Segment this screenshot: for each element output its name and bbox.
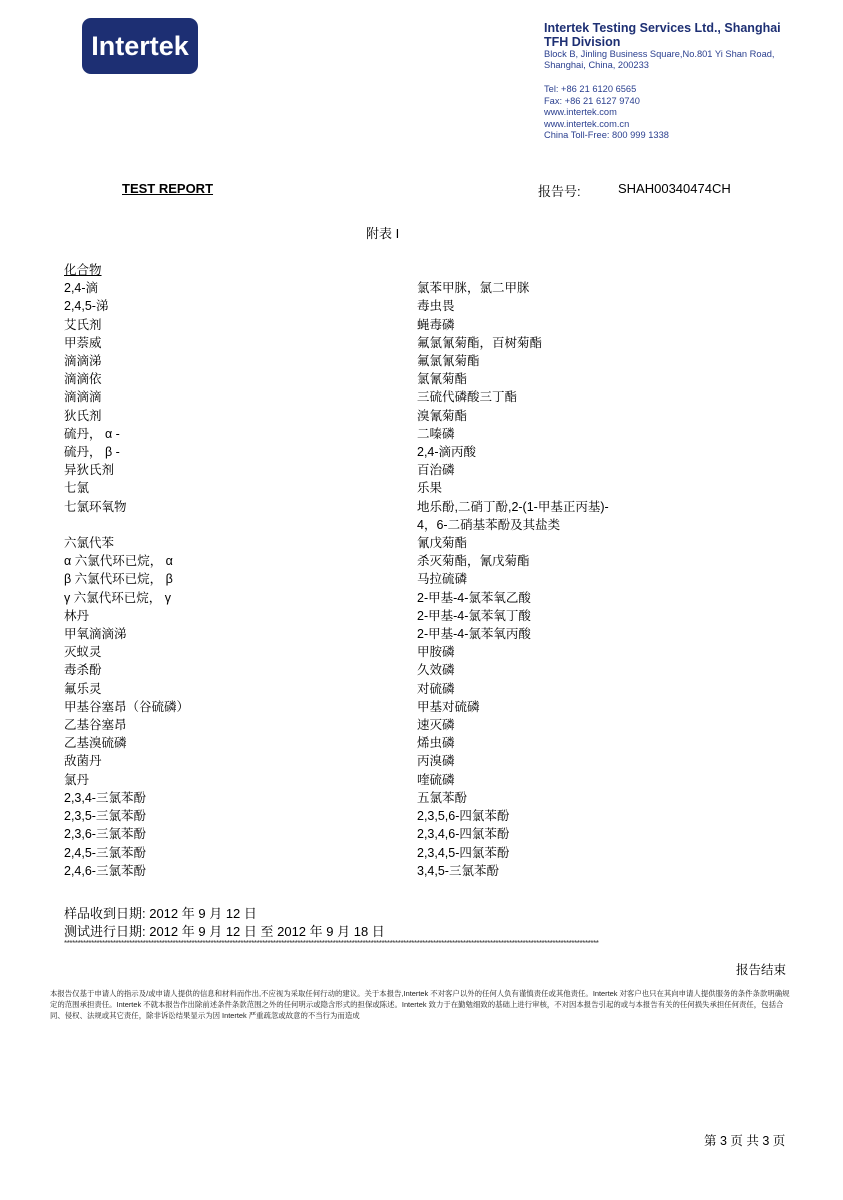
- compound-item: 滴滴涕: [64, 354, 102, 369]
- compound-item: 蝇毒磷: [417, 317, 455, 332]
- compound-item: α 六氯代环已烷， α: [64, 554, 173, 569]
- compound-item: 2,4,5-涕: [64, 299, 109, 314]
- company-division: TFH Division: [544, 35, 621, 49]
- dates-block: [64, 905, 385, 941]
- compound-item: 甲萘威: [64, 335, 102, 350]
- compound-item: 二嗪磷: [417, 426, 455, 441]
- appendix-title: 附表 I: [366, 226, 400, 241]
- compound-item: 林丹: [64, 608, 90, 623]
- compound-item: 甲基对硫磷: [417, 699, 480, 714]
- compound-item: 七氯环氧物: [64, 499, 127, 514]
- compound-item: 地乐酚,二硝丁酚,2-(1-甲基正丙基)-: [417, 499, 609, 514]
- compound-item: 烯虫磷: [417, 736, 455, 751]
- website-2[interactable]: www.intertek.com.cn: [544, 118, 630, 129]
- compound-item: 2,3,4,6-四氯苯酚: [417, 827, 510, 842]
- compound-item: 乙基谷塞昂: [64, 718, 127, 733]
- end-of-report: 报告结束: [736, 963, 787, 977]
- page-number: 第 3 页 共 3 页: [704, 1134, 786, 1148]
- website-1[interactable]: www.intertek.com: [544, 107, 617, 118]
- compound-item: 氟氯氰菊酯，百树菊酯: [417, 335, 543, 350]
- intertek-logo: Intertek: [82, 18, 198, 74]
- compound-item: 2,3,4,5-四氯苯酚: [417, 845, 510, 860]
- compound-item: 异狄氏剂: [64, 463, 115, 478]
- company-info: [544, 21, 834, 142]
- compound-item: 氯丹: [64, 772, 90, 787]
- compound-item: 氟氯氰菊酯: [417, 354, 480, 369]
- fax: Fax: +86 21 6127 9740: [544, 95, 640, 106]
- compound-item: 喹硫磷: [417, 772, 455, 787]
- compound-header: 化合物: [64, 263, 102, 277]
- compound-item: 2-甲基-4-氯苯氧丙酸: [417, 627, 531, 642]
- separator-line: *****************************************************************************************************************************************************************************************************: [64, 939, 599, 948]
- compound-item: 2-甲基-4-氯苯氧丁酸: [417, 608, 531, 623]
- compound-item: 甲基谷塞昂（谷硫磷）: [64, 699, 190, 714]
- compound-item: 灭蚁灵: [64, 645, 102, 660]
- compound-item: 硫丹， α -: [64, 426, 120, 441]
- report-number-label: 报告号:: [538, 184, 581, 199]
- compound-item: 对硫磷: [417, 681, 455, 696]
- compound-item: 五氯苯酚: [417, 790, 468, 805]
- compound-item: 2,4,5-三氯苯酚: [64, 845, 146, 860]
- toll-free: China Toll-Free: 800 999 1338: [544, 130, 669, 141]
- compound-item: 硫丹， β -: [64, 445, 120, 460]
- compound-item: 2-甲基-4-氯苯氧乙酸: [417, 590, 531, 605]
- compound-item: 滴滴滴: [64, 390, 102, 405]
- report-title: TEST REPORT: [122, 181, 214, 196]
- address-line-1: Block B, Jinling Business Square,No.801 Yi Shan Road,: [544, 49, 775, 59]
- compound-item: 速灭磷: [417, 718, 455, 733]
- company-name: Intertek Testing Services Ltd., Shanghai: [544, 21, 781, 35]
- compound-item: 久效磷: [417, 663, 455, 678]
- compound-item: 3,4,5-三氯苯酚: [417, 863, 499, 878]
- testing-period: 测试进行日期: 2012 年 9 月 12 日 至 2012 年 9 月 18 日: [64, 924, 385, 939]
- compound-item: 三硫代磷酸三丁酯: [417, 390, 518, 405]
- compound-item: 2,4-滴: [64, 281, 99, 296]
- tel: Tel: +86 21 6120 6565: [544, 84, 637, 94]
- disclaimer: 本报告仅基于申请人的指示及/或申请人提供的信息和材料而作出,不应视为采取任何行动的建议。关于本报告,Intertek 不对客户以外的任何人负有谨慎责任或其他责任。Intertek 对客户也只在其向申请人提供服务的条件条款明确规定的范围承担责任。Intertek 不就本报告作出除前述条件条款范围之外的任何明示或隐含形式的担保或陈述。Intertek 致力于在勤勉细致的基础上进行审核，不对因本报告引起的或与本报告有关的任何损失承担任何责任，包括合同、侵权、法规或其它责任，除非诉讼结果显示为因 Intertek 严重疏忽或故意的不当行为而造成: [50, 989, 790, 1020]
- compound-item: 马拉硫磷: [417, 572, 468, 587]
- compound-list-right: [417, 261, 807, 880]
- compound-item: 氰戊菊酯: [417, 536, 468, 551]
- compound-item: 2,3,4-三氯苯酚: [64, 790, 146, 805]
- compound-item: 4，6-二硝基苯酚及其盐类: [417, 517, 561, 532]
- compound-item: 丙溴磷: [417, 754, 455, 769]
- compound-item: 七氯: [64, 481, 90, 496]
- compound-item: 滴滴依: [64, 372, 102, 387]
- compound-item: 氟乐灵: [64, 681, 102, 696]
- compound-item: 乐果: [417, 481, 443, 496]
- compound-item: γ 六氯代环已烷， γ: [64, 590, 171, 605]
- compound-item: 2,4,6-三氯苯酚: [64, 863, 146, 878]
- compound-item: β 六氯代环已烷， β: [64, 572, 173, 587]
- sample-received-date: 样品收到日期: 2012 年 9 月 12 日: [64, 906, 257, 921]
- compound-item: 毒虫畏: [417, 299, 455, 314]
- compound-item: 艾氏剂: [64, 317, 102, 332]
- compound-item: 甲氧滴滴涕: [64, 627, 127, 642]
- compound-item: 氯氰菊酯: [417, 372, 468, 387]
- compound-item: 狄氏剂: [64, 408, 102, 423]
- compound-item: 氯苯甲脒，氯二甲脒: [417, 281, 530, 296]
- compound-spacer: [64, 516, 394, 534]
- address-line-2: Shanghai, China, 200233: [544, 60, 649, 70]
- compound-item: 百治磷: [417, 463, 455, 478]
- compound-item: 溴氰菊酯: [417, 408, 468, 423]
- compound-item: 敌菌丹: [64, 754, 102, 769]
- compound-item: 六氯代苯: [64, 536, 115, 551]
- compound-item: 甲胺磷: [417, 645, 455, 660]
- compound-item: 2,3,5-三氯苯酚: [64, 809, 146, 824]
- compound-item: 2,4-滴丙酸: [417, 445, 477, 460]
- compound-item: 杀灭菊酯，氰戊菊酯: [417, 554, 530, 569]
- compound-list-left: [64, 261, 394, 880]
- compound-item: 毒杀酚: [64, 663, 102, 678]
- header-spacer: [417, 261, 807, 279]
- compound-item: 2,3,6-三氯苯酚: [64, 827, 146, 842]
- compound-item: 乙基溴硫磷: [64, 736, 127, 751]
- report-number: SHAH00340474CH: [618, 181, 731, 196]
- compound-item: 2,3,5,6-四氯苯酚: [417, 809, 510, 824]
- contact-block: [544, 84, 834, 142]
